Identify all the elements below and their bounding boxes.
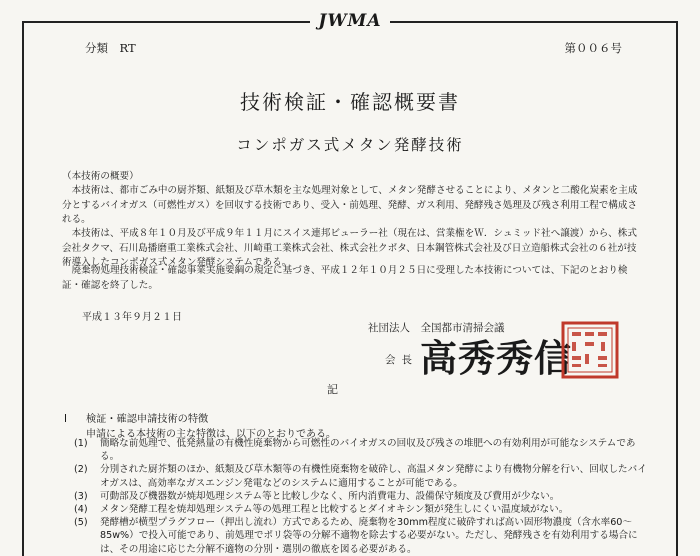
overview-paragraph-2: 本技術は、平成８年１０月及び平成９年１１月にスイス連邦ビューラー社（現在は、営業権をＷ．シュミッド社へ譲渡）から、株式会社タクマ、石川島播磨重工業株式会社、川崎重工業株式会社、株式会社クボタ、日本鋼管株式会社及び日立造船株式会社の６社が技術導入したコンポガス式メタン発酵システムである。 (62, 228, 637, 269)
ki-label: 記 (327, 383, 338, 396)
issuer-signature-name: 高秀秀信 (420, 336, 572, 380)
list-item-text: 発酵槽が横型プラグフロー（押出し流れ）方式であるため、廃棄物を30mm程度に破砕すれば高い固形物濃度（含水率60～85w%）で投入可能であり、前処理でポリ袋等の分解不適物を除去する必要がない。ただし、発酵残さを有効利用する場合には、その用途に応じた分解不適物の分別・選別の徹底を図る必要がある。 (100, 517, 638, 555)
classification: 分類 RT (85, 41, 136, 55)
list-item (62, 503, 652, 516)
list-item (62, 437, 652, 463)
issuer-title: 会長 (385, 354, 418, 366)
list-item-text: メタン発酵工程を焼却処理システム等の処理工程と比較するとダイオキシン類が発生しにくい温度域がない。 (100, 504, 569, 516)
list-item-number: (2) (74, 464, 88, 476)
overview-paragraph-3: 廃棄物処理技術検証・確認事業実施要綱の規定に基づき、平成１２年１０月２５日に受理した本技術については、下記のとおり検証・確認を終了した。 (62, 265, 628, 291)
technology-name: コンポガス式メタン発酵技術 (236, 136, 464, 154)
official-seal-icon (560, 320, 620, 380)
org-mark: JWMA (310, 10, 390, 32)
document-number: 第００６号 (564, 41, 622, 55)
list-item-text: 簡略な前処理で、低発熱量の有機性廃棄物から可燃性のバイオガスの回収及び残さの堆肥への有効利用が可能なシステムである。 (100, 438, 636, 463)
overview-heading: （本技術の概要） (62, 171, 139, 182)
overview-paragraph-1: 本技術は、都市ごみ中の厨芥類、紙類及び草木類を主な処理対象として、メタン発酵させることにより、メタンと二酸化炭素を主成分とするバイオガス（可燃性ガス）を回収する技術であり、受入・前処理、発酵、ガス利用、発酵残さ処理及び残さ利用工程で構成される。 (62, 185, 638, 226)
list-item-number: (5) (74, 517, 88, 529)
list-item (62, 516, 652, 556)
list-item (62, 490, 652, 503)
list-item-number: (1) (74, 438, 88, 449)
section-1-intro: 申請による本技術の主な特徴は、以下のとおりである。 (86, 429, 336, 440)
list-item (62, 463, 652, 489)
list-item-text: 可動部及び機器数が焼却処理システム等と比較し少なく、所内消費電力、設備保守頻度及び費用が少ない。 (100, 490, 560, 502)
list-item-text: 分別された厨芥類のほか、紙類及び草木類等の有機性廃棄物を破砕し、高温メタン発酵により有機物分解を行い、回収したバイオガスは、高効率なガスエンジン発電などのシステムに適用することが可能である。 (100, 464, 647, 489)
section-1-heading (64, 410, 208, 425)
issuer-organization: 社団法人 全国都市清掃会議 (368, 322, 505, 334)
section-1-number: Ⅰ (64, 414, 68, 425)
list-item-number: (3) (74, 490, 88, 502)
issue-date: 平成１３年９月２１日 (82, 312, 182, 323)
list-item-number: (4) (74, 504, 88, 516)
document-title: 技術検証・確認概要書 (240, 90, 460, 114)
feature-list (62, 437, 652, 556)
section-1-title: 検証・確認申請技術の特徴 (86, 414, 209, 425)
